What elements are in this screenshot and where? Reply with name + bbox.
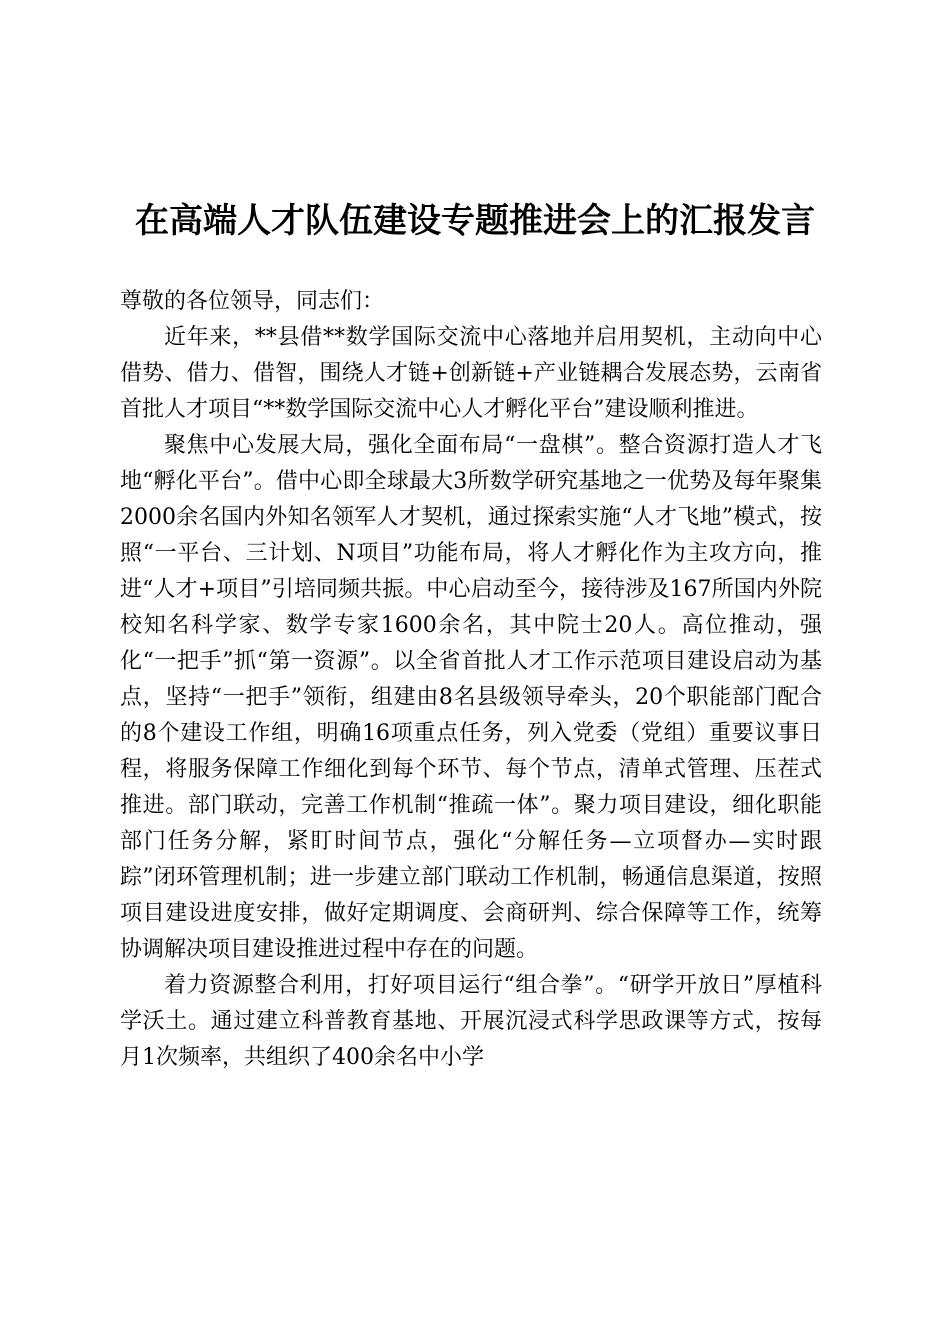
paragraph-resource-integration: 着力资源整合利用，打好项目运行“组合拳”。“研学开放日”厚植科学沃土。通过建立科普教育基地、开展沉浸式科学思政课等方式，按每月1次频率，共组织了400余名中小学	[120, 973, 822, 1070]
paragraph-intro: 近年来，**县借**数学国际交流中心落地并启用契机，主动向中心借势、借力、借智，围绕人才链+创新链+产业链耦合发展态势，云南省首批人才项目“**数学国际交流中心人才孵化平台”建设顺利推进。	[120, 325, 822, 422]
salutation: 尊敬的各位领导，同志们：	[120, 289, 385, 314]
paragraph-overall-layout: 聚焦中心发展大局，强化全面布局“一盘棋”。整合资源打造人才飞地“孵化平台”。借中心即全球最大3所数学研究基地之一优势及每年聚集2000余名国内外知名领军人才契机，通过探索实施“人才飞地”模式，按照“一平台、三计划、N项目”功能布局，将人才孵化作为主攻方向，推进“人才+项目”引培同频共振。中心启动至今，接待涉及167所国内外院校知名科学家、数学专家1600余名，其中院士20人。高位推动，强化“一把手”抓“第一资源”。以全省首批人才工作示范项目建设启动为基点，坚持“一把手”领衔，组建由8名县级领导牵头，20个职能部门配合的8个建设工作组，明确16项重点任务，列入党委（党组）重要议事日程，将服务保障工作细化到每个环节、每个节点，清单式管理、压茬式推进。部门联动，完善工作机制“推疏一体”。聚力项目建设，细化职能部门任务分解，紧盯时间节点，强化“分解任务—立项督办—实时跟踪”闭环管理机制；进一步建立部门联动工作机制，畅通信息渠道，按照项目建设进度安排，做好定期调度、会商研判、综合保障等工作，统筹协调解决项目建设推进过程中存在的问题。	[120, 433, 822, 962]
document-body	[120, 284, 822, 1076]
document-title: 在高端人才队伍建设专题推进会上的汇报发言	[135, 201, 815, 241]
